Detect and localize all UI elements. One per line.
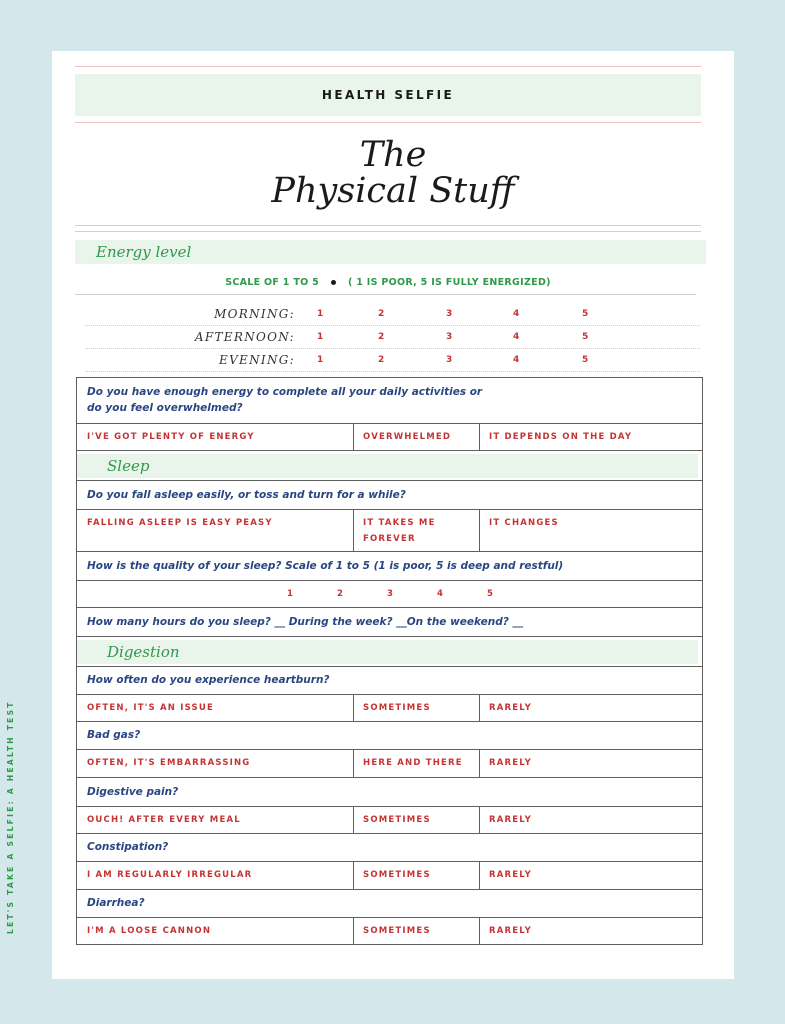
question-row bbox=[77, 778, 702, 807]
answer-option[interactable]: I'M A LOOSE CANNON bbox=[87, 926, 212, 936]
sleep-band bbox=[77, 454, 698, 478]
question-row bbox=[77, 552, 702, 581]
answer-option[interactable]: RARELY bbox=[489, 758, 532, 768]
cell-divider bbox=[353, 807, 354, 833]
rating-number[interactable]: 4 bbox=[437, 589, 445, 599]
time-label: MORNING: bbox=[214, 307, 295, 321]
rating-number[interactable]: 5 bbox=[582, 355, 589, 365]
divider bbox=[75, 231, 701, 232]
page-title-line1: The bbox=[359, 135, 427, 175]
question-text: Bad gas? bbox=[87, 729, 141, 741]
question-text: Diarrhea? bbox=[87, 897, 145, 909]
cell-divider bbox=[353, 510, 354, 551]
rating-number[interactable]: 5 bbox=[582, 332, 589, 342]
question-text: Digestive pain? bbox=[87, 786, 179, 798]
question-text: Constipation? bbox=[87, 841, 169, 853]
answer-option[interactable]: IT TAKES ME FOREVER bbox=[363, 518, 436, 544]
bullet-icon bbox=[331, 280, 336, 285]
cell-divider bbox=[479, 424, 480, 450]
question-text: How is the quality of your sleep? Scale of 1 to 5 (1 is poor, 5 is deep and restful) bbox=[87, 560, 564, 572]
rating-number[interactable]: 1 bbox=[317, 332, 324, 342]
cell-divider bbox=[353, 695, 354, 721]
sleep-section-title: Sleep bbox=[107, 457, 150, 475]
rating-number[interactable]: 1 bbox=[287, 589, 295, 599]
energy-section-title: Energy level bbox=[96, 243, 192, 261]
answer-option[interactable]: RARELY bbox=[489, 703, 532, 713]
digestion-section-title: Digestion bbox=[107, 643, 180, 661]
question-row bbox=[77, 378, 702, 424]
cell-divider bbox=[479, 695, 480, 721]
answer-row bbox=[77, 750, 702, 778]
energy-scale-note bbox=[75, 277, 701, 288]
rating-number[interactable]: 4 bbox=[513, 309, 520, 319]
answer-row bbox=[77, 807, 702, 834]
answer-option[interactable]: OFTEN, IT'S EMBARRASSING bbox=[87, 758, 251, 768]
divider bbox=[75, 66, 701, 67]
scale-left-text: SCALE OF 1 TO 5 bbox=[225, 277, 319, 288]
rating-number[interactable]: 5 bbox=[582, 309, 589, 319]
time-label: EVENING: bbox=[219, 353, 295, 367]
answer-option[interactable]: I AM REGULARLY IRREGULAR bbox=[87, 870, 253, 880]
rating-number[interactable]: 1 bbox=[317, 355, 324, 365]
answer-option[interactable]: SOMETIMES bbox=[363, 815, 431, 825]
question-text: How many hours do you sleep? __ During the week? __On the weekend? __ bbox=[87, 616, 523, 628]
answer-row bbox=[77, 695, 702, 722]
answer-option[interactable]: SOMETIMES bbox=[363, 703, 431, 713]
answer-option[interactable]: SOMETIMES bbox=[363, 926, 431, 936]
answer-row bbox=[77, 918, 702, 944]
scale-right-text: ( 1 IS POOR, 5 IS FULLY ENERGIZED) bbox=[348, 277, 551, 288]
rating-number[interactable]: 2 bbox=[378, 355, 385, 365]
answer-option[interactable]: OVERWHELMED bbox=[363, 432, 452, 442]
answer-option[interactable]: RARELY bbox=[489, 926, 532, 936]
rating-number[interactable]: 2 bbox=[337, 589, 345, 599]
cell-divider bbox=[479, 918, 480, 944]
question-row bbox=[77, 608, 702, 637]
rating-row bbox=[77, 581, 702, 608]
time-label: AFTERNOON: bbox=[194, 330, 295, 344]
question-row bbox=[77, 722, 702, 750]
rating-number[interactable]: 4 bbox=[513, 355, 520, 365]
questionnaire-table bbox=[76, 377, 703, 945]
divider bbox=[75, 225, 701, 226]
question-text: Do you fall asleep easily, or toss and turn for a while? bbox=[87, 489, 406, 501]
rating-number[interactable]: 4 bbox=[513, 332, 520, 342]
rating-number[interactable]: 5 bbox=[487, 589, 495, 599]
question-row bbox=[77, 890, 702, 918]
time-row-afternoon bbox=[85, 327, 700, 349]
cell-divider bbox=[479, 750, 480, 777]
rating-number[interactable]: 3 bbox=[446, 332, 453, 342]
rating-number[interactable]: 2 bbox=[378, 309, 385, 319]
answer-option[interactable]: RARELY bbox=[489, 815, 532, 825]
cell-divider bbox=[353, 424, 354, 450]
answer-option[interactable]: SOMETIMES bbox=[363, 870, 431, 880]
question-row bbox=[77, 834, 702, 862]
answer-option[interactable]: FALLING ASLEEP IS EASY PEASY bbox=[87, 518, 273, 528]
cell-divider bbox=[479, 807, 480, 833]
rating-number[interactable]: 3 bbox=[446, 309, 453, 319]
page-title-line2: Physical Stuff bbox=[271, 171, 515, 211]
question-text: Do you have enough energy to complete all your daily activities or do you feel overwhelmed? bbox=[87, 386, 483, 414]
answer-row bbox=[77, 862, 702, 890]
header-band bbox=[75, 74, 701, 116]
answer-option[interactable]: IT DEPENDS ON THE DAY bbox=[489, 432, 633, 442]
answer-option[interactable]: OUCH! AFTER EVERY MEAL bbox=[87, 815, 241, 825]
answer-row bbox=[77, 510, 702, 552]
question-row bbox=[77, 481, 702, 510]
cell-divider bbox=[479, 862, 480, 889]
answer-option[interactable]: I'VE GOT PLENTY OF ENERGY bbox=[87, 432, 255, 442]
header-label: HEALTH SELFIE bbox=[321, 88, 455, 102]
rating-number[interactable]: 3 bbox=[387, 589, 395, 599]
sleep-header-row bbox=[77, 451, 702, 481]
cell-divider bbox=[353, 918, 354, 944]
question-row bbox=[77, 667, 702, 695]
time-row-evening bbox=[85, 350, 700, 372]
worksheet-page bbox=[52, 51, 734, 979]
divider bbox=[75, 122, 701, 123]
cell-divider bbox=[479, 510, 480, 551]
answer-option[interactable]: RARELY bbox=[489, 870, 532, 880]
cell-divider bbox=[353, 750, 354, 777]
answer-option[interactable]: HERE AND THERE bbox=[363, 758, 463, 768]
answer-option[interactable]: IT CHANGES bbox=[489, 518, 559, 528]
time-row-morning bbox=[85, 304, 700, 326]
answer-row bbox=[77, 424, 702, 451]
cell-divider bbox=[353, 862, 354, 889]
question-text: How often do you experience heartburn? bbox=[87, 674, 330, 686]
rating-number[interactable]: 1 bbox=[317, 309, 324, 319]
divider bbox=[75, 294, 696, 295]
answer-option[interactable]: OFTEN, IT'S AN ISSUE bbox=[87, 703, 214, 713]
side-label: LET'S TAKE A SELFIE: A HEALTH TEST bbox=[6, 700, 15, 934]
digestion-header-row bbox=[77, 637, 702, 667]
rating-number[interactable]: 2 bbox=[378, 332, 385, 342]
rating-number[interactable]: 3 bbox=[446, 355, 453, 365]
